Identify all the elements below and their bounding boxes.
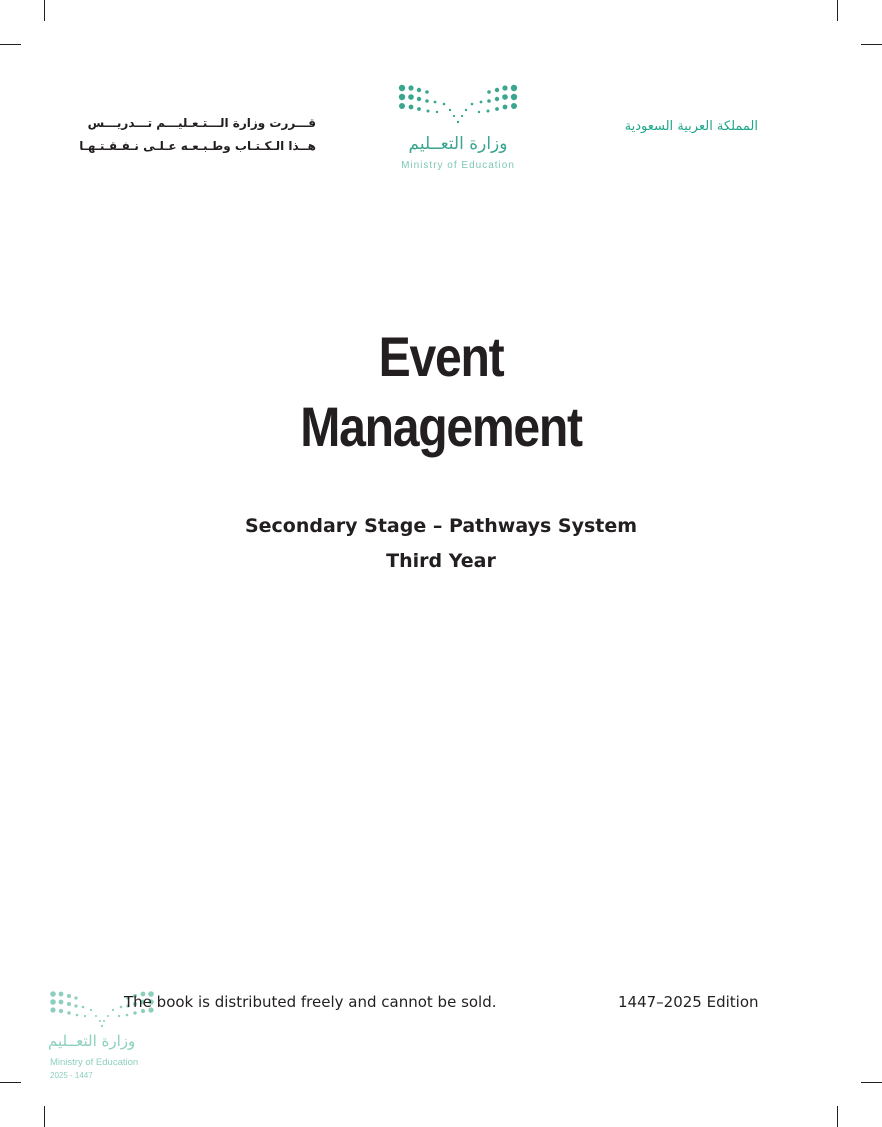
approval-line-2: هــذا الـكـتـاب وطـبـعـه عـلـى نـفـقـتـهـا xyxy=(79,139,316,153)
crop-mark xyxy=(44,0,45,21)
crop-mark xyxy=(0,44,21,45)
crop-mark xyxy=(0,1082,21,1083)
crop-mark xyxy=(837,0,838,21)
book-title-line-2: Management xyxy=(300,395,582,458)
edition-label: 1447–2025 Edition xyxy=(618,993,759,1011)
ministry-logo xyxy=(392,82,524,176)
crop-mark xyxy=(44,1106,45,1127)
book-title-line-1: Event xyxy=(378,325,504,388)
crop-mark xyxy=(837,1106,838,1127)
crop-mark xyxy=(861,1082,882,1083)
approval-line-1: قـــررت وزارة الـــتـعـليـــم تـــدريـــس xyxy=(87,116,316,130)
footer-logo-english: Ministry of Education xyxy=(50,1057,139,1068)
book-subtitle xyxy=(0,509,882,579)
kingdom-name: المملكة العربية السعودية xyxy=(624,119,758,134)
book-title xyxy=(62,322,821,462)
footer-logo-year: 2025 - 1447 xyxy=(50,1071,93,1080)
ministry-logo-dots-icon xyxy=(392,82,524,132)
year-label: Third Year xyxy=(386,550,496,572)
footer-logo-arabic: وزارة التعــليم xyxy=(48,1032,136,1050)
crop-mark xyxy=(861,44,882,45)
distribution-note: The book is distributed freely and cannot be sold. xyxy=(124,993,497,1011)
ministry-logo-english: Ministry of Education xyxy=(401,160,515,171)
ministry-logo-arabic: وزارة التعــليم xyxy=(408,134,508,154)
stage-label: Secondary Stage – Pathways System xyxy=(244,515,638,537)
approval-text xyxy=(79,112,316,158)
